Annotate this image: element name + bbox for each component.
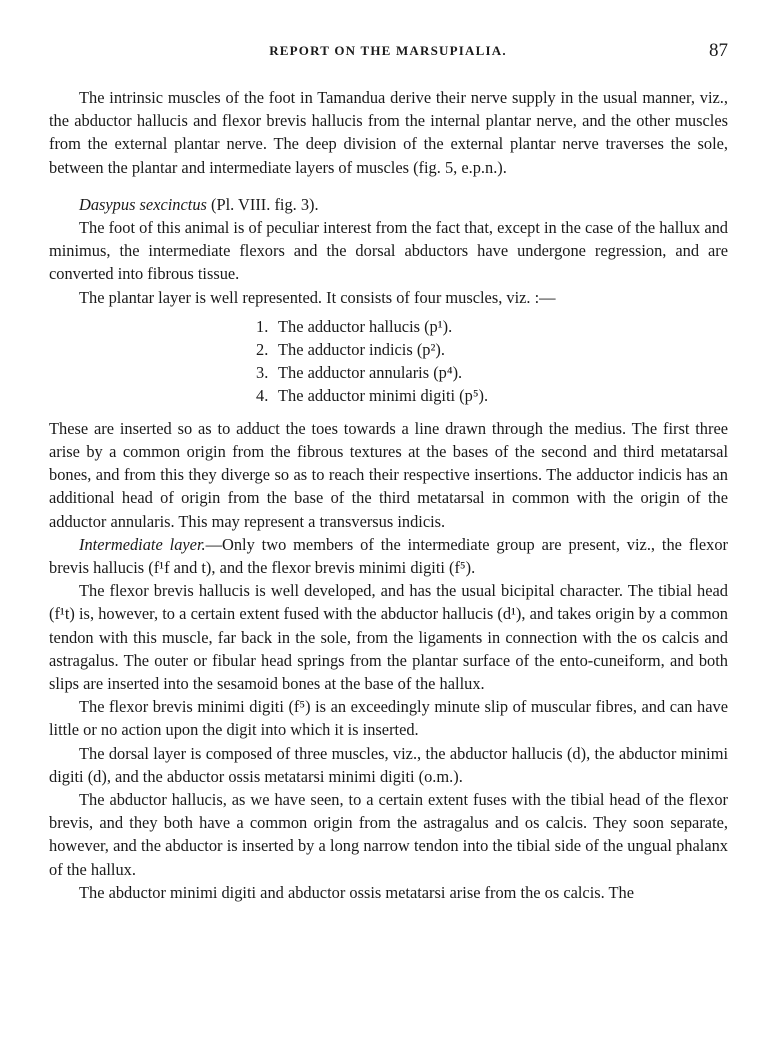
paragraph: These are inserted so as to adduct the toes towards a line drawn through the medius. The first three arise by a common origin from the fibrous textures at the bases of the second and third metatarsal bones, and from this they diverge so as to reach their respective insertions. The adductor indicis has an additional head of origin from the base of the third metatarsal in common with the origin of the adductor annularis. This may represent a transversus indicis. [49,418,728,531]
paragraph: The flexor brevis hallucis is well developed, and has the usual bicipital character. The tibial head (f¹t) is, however, to a certain extent fused with the abductor hallucis (d¹), and takes origin by a common tendon with this muscle, far back in the sole, from the ligaments in connection with the os calcis and astragalus. The outer or fibular head springs from the plantar surface of the ento-cuneiform, and both slips are inserted into the sesamoid bones at the base of the hallux. [49,581,728,694]
species-name: Dasypus sexcinctus [79,194,207,214]
list-item [256,361,728,384]
muscle-list [49,315,728,407]
list-item [256,315,728,338]
paragraph: The dorsal layer is composed of three muscles, viz., the abductor hallucis (d), the abductor minimi digiti (d), and the abductor ossis metatarsi minimi digiti (o.m.). [49,743,728,786]
list-item-text: The adductor minimi digiti (p⁵). [278,385,489,405]
list-item [256,384,728,407]
list-item-number: 1. [256,316,269,336]
list-item [256,338,728,361]
paragraph: The plantar layer is well represented. It consists of four muscles, viz. :— [79,287,556,307]
list-item-number: 3. [256,362,269,382]
paragraph: The abductor minimi digiti and abductor ossis metatarsi arise from the os calcis. The [79,882,635,902]
running-title: REPORT ON THE MARSUPIALIA. [269,43,507,58]
paragraph: The flexor brevis minimi digiti (f⁵) is an exceedingly minute slip of muscular fibres, and can have little or no action upon the digit into which it is inserted. [49,697,728,740]
list-item-text: The adductor indicis (p²). [278,339,445,359]
list-item-number: 4. [256,385,269,405]
paragraph: The foot of this animal is of peculiar interest from the fact that, except in the case of the hallux and minimus, the intermediate flexors and the dorsal abductors have undergone regression, and are converted into fibrous tissue. [49,218,728,284]
paragraph: The abductor hallucis, as we have seen, to a certain extent fuses with the tibial head of the flexor brevis, and they both have a common origin from the astragalus and os calcis. They soon separate, however, and the abductor is inserted by a long narrow tendon into the tibial side of the ungual phalanx of the hallux. [49,790,728,879]
list-item-text: The adductor hallucis (p¹). [278,316,453,336]
subsection-heading: Intermediate layer. [79,534,206,554]
list-item-number: 2. [256,339,269,359]
list-item-text: The adductor annularis (p⁴). [278,362,463,382]
paragraph: The intrinsic muscles of the foot in Tamandua derive their nerve supply in the usual manner, viz., the abductor hallucis and flexor brevis hallucis from the internal plantar nerve, and the other muscles from the external plantar nerve. The deep division of the external plantar nerve traverses the sole, between the plantar and intermediate layers of muscles (fig. 5, e.p.n.). [49,88,728,177]
section-heading-dasypus [49,193,728,216]
paragraph-intermediate-layer [49,533,728,579]
page-number: 87 [709,40,728,61]
paragraph-text: —Only two members of the intermediate group are present, viz., the flexor brevis hallucis (f¹f and t), and the flexor brevis minimi digiti (f⁵). [49,534,728,578]
plate-reference: (Pl. VIII. fig. 3). [206,194,319,214]
body-text [49,86,728,904]
page-header [0,40,776,62]
